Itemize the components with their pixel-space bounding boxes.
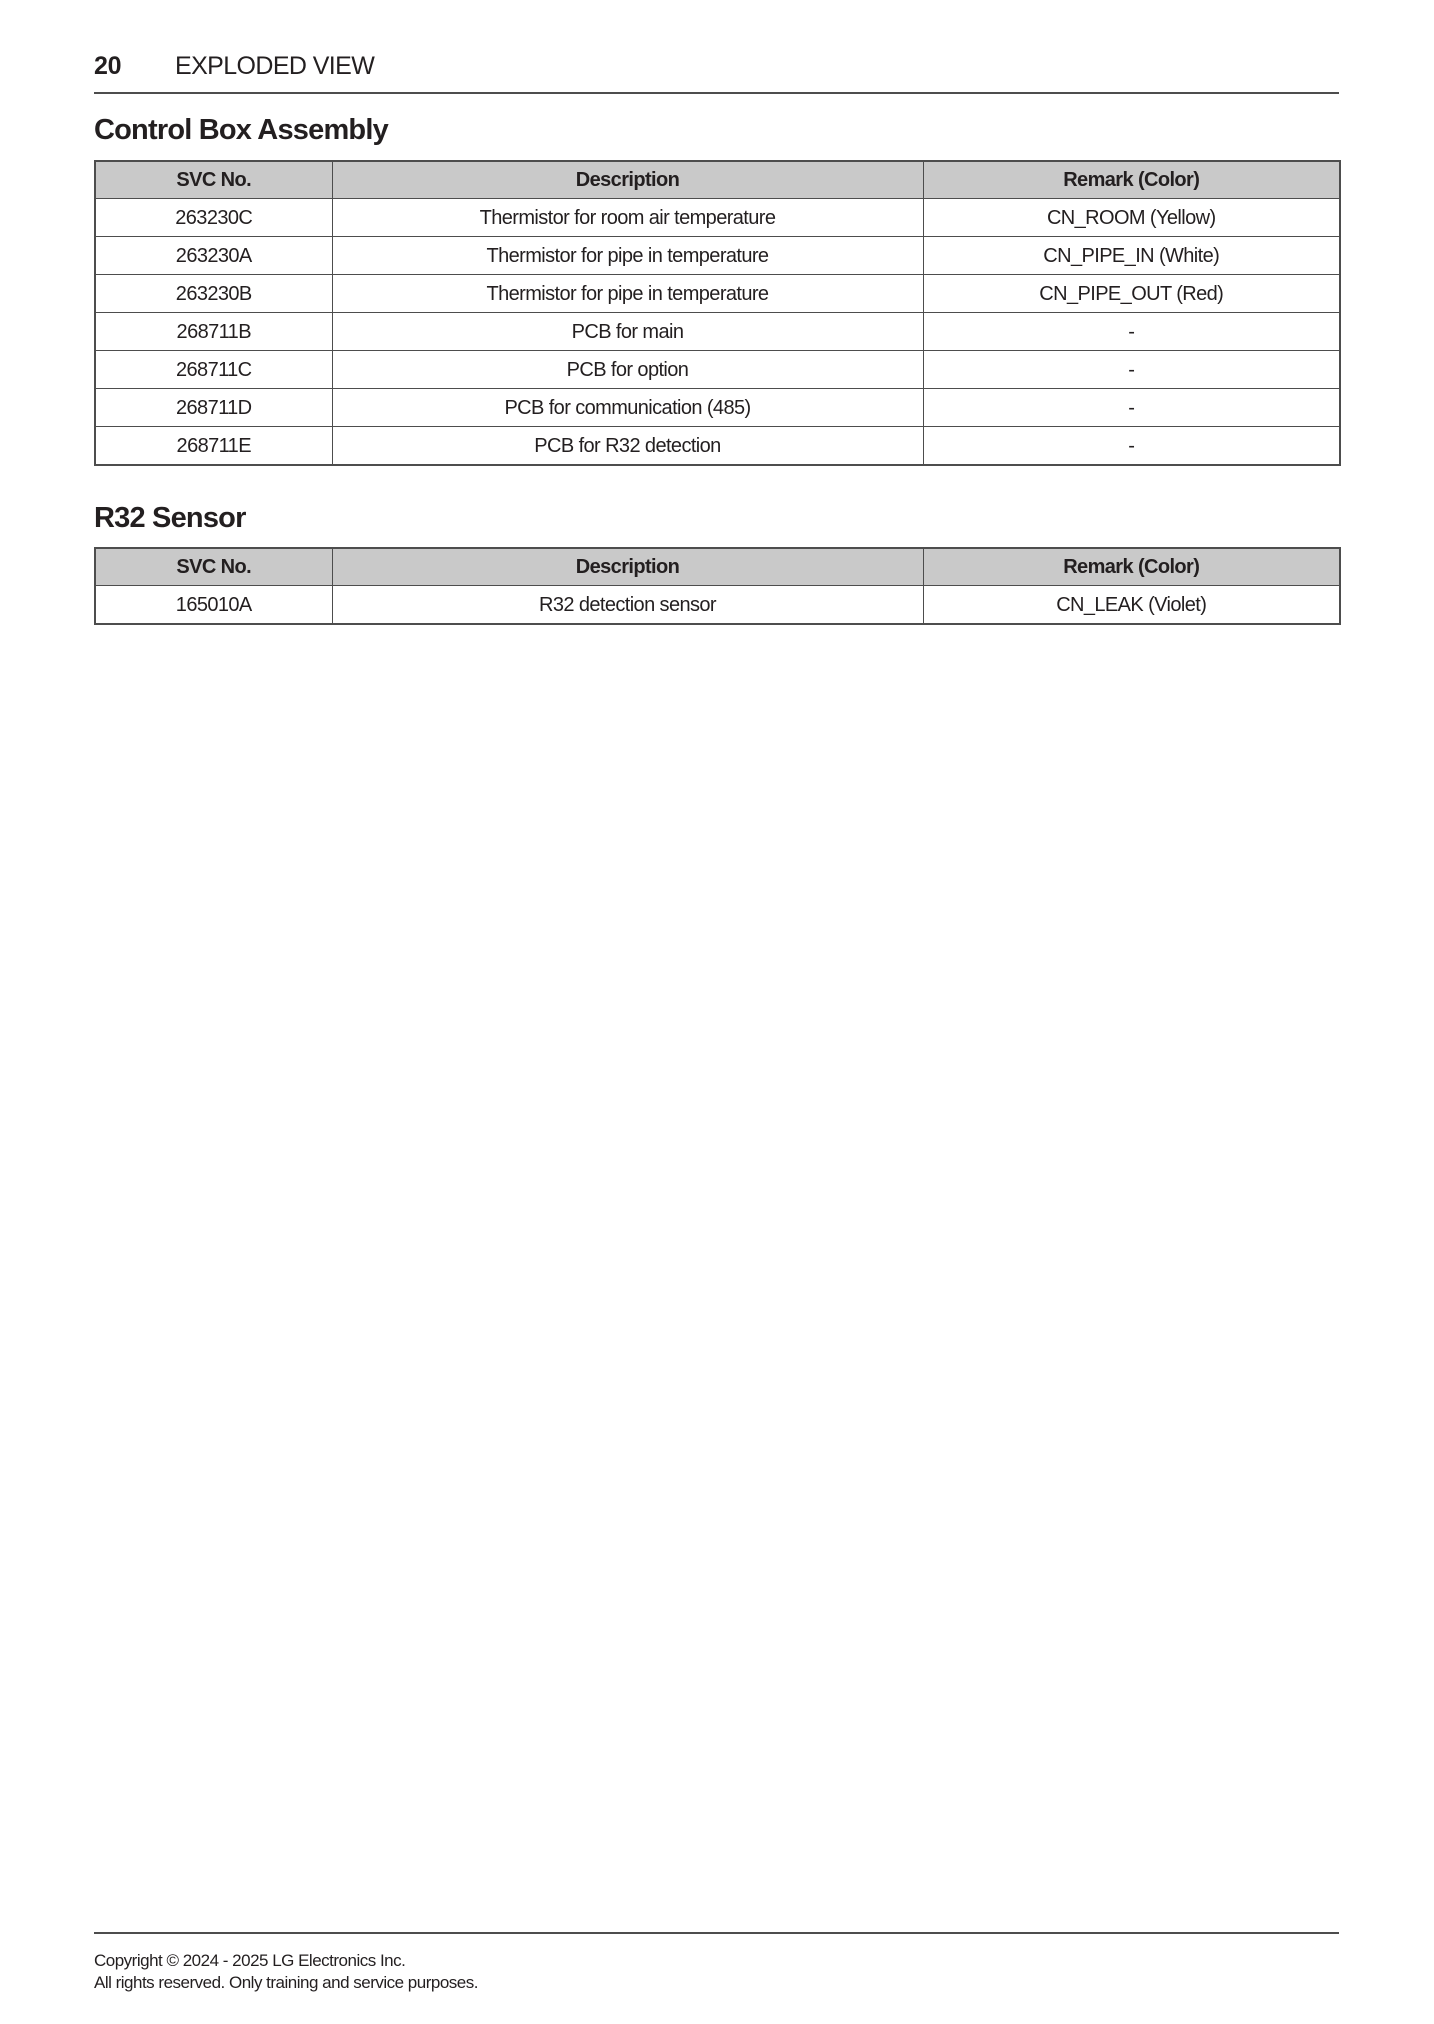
table-header-row [95,548,1340,586]
svc-no-cell: 263230C [95,199,332,237]
remark-cell: - [923,313,1340,351]
remark-cell: - [923,351,1340,389]
remark-cell: CN_LEAK (Violet) [923,586,1340,625]
table-row [95,275,1340,313]
column-header-remark: Remark (Color) [923,548,1340,586]
description-cell: Thermistor for pipe in temperature [332,237,923,275]
column-header-remark: Remark (Color) [923,161,1340,199]
table-row [95,313,1340,351]
remark-cell: CN_PIPE_OUT (Red) [923,275,1340,313]
copyright-line: Copyright © 2024 - 2025 LG Electronics Inc. [94,1951,406,1970]
svc-no-cell: 268711E [95,427,332,466]
column-header-svc-no: SVC No. [95,548,332,586]
table-row [95,199,1340,237]
remark-cell: - [923,427,1340,466]
column-header-svc-no: SVC No. [95,161,332,199]
table-row [95,351,1340,389]
table-row [95,389,1340,427]
svc-no-cell: 268711D [95,389,332,427]
page-header [94,50,1339,94]
column-header-description: Description [332,548,923,586]
section-label: EXPLODED VIEW [175,52,375,80]
section-title-r32-sensor: R32 Sensor [94,502,246,534]
section-title-control-box: Control Box Assembly [94,114,388,146]
description-cell: R32 detection sensor [332,586,923,625]
header-divider [94,92,1339,94]
svc-no-cell: 165010A [95,586,332,625]
footer-divider [94,1932,1339,1934]
description-cell: PCB for R32 detection [332,427,923,466]
copyright-notice [94,1950,1339,1994]
table-header-row [95,161,1340,199]
description-cell: Thermistor for pipe in temperature [332,275,923,313]
column-header-description: Description [332,161,923,199]
svc-no-cell: 268711B [95,313,332,351]
svc-no-cell: 263230B [95,275,332,313]
table-row [95,586,1340,625]
svc-no-cell: 263230A [95,237,332,275]
usage-notice-line: All rights reserved. Only training and service purposes. [94,1973,478,1992]
table-row [95,237,1340,275]
remark-cell: CN_ROOM (Yellow) [923,199,1340,237]
table-row [95,427,1340,466]
page-footer [94,1932,1339,1994]
r32-sensor-parts-table [94,547,1341,625]
description-cell: Thermistor for room air temperature [332,199,923,237]
page-number: 20 [94,52,122,80]
remark-cell: CN_PIPE_IN (White) [923,237,1340,275]
description-cell: PCB for main [332,313,923,351]
control-box-parts-table [94,160,1341,466]
remark-cell: - [923,389,1340,427]
description-cell: PCB for option [332,351,923,389]
svc-no-cell: 268711C [95,351,332,389]
description-cell: PCB for communication (485) [332,389,923,427]
